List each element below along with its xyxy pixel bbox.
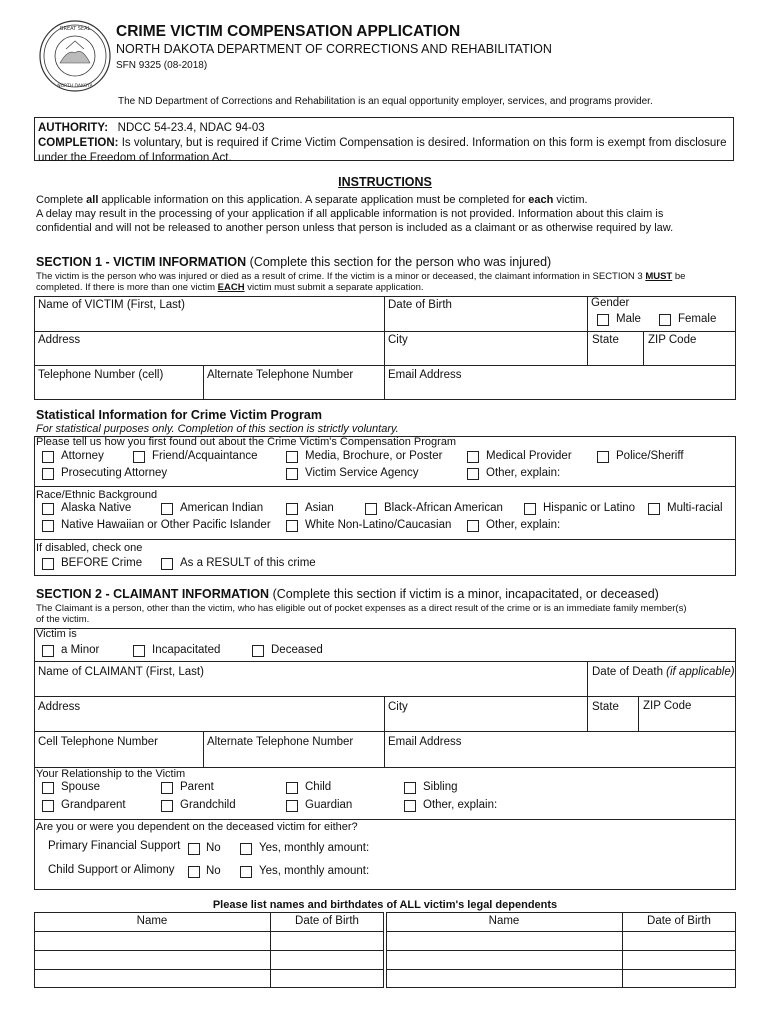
claimant-state-field[interactable]: State — [592, 701, 619, 713]
victim-name-field[interactable]: Name of VICTIM (First, Last) — [38, 299, 185, 311]
dep-dob-header-left: Date of Birth — [295, 915, 359, 927]
disabled-before-checkbox[interactable] — [42, 558, 54, 570]
race-multiracial-label: Multi-racial — [667, 502, 723, 514]
source-media-checkbox[interactable] — [286, 451, 298, 463]
source-medical-label: Medical Provider — [486, 450, 572, 462]
race-question: Race/Ethnic Background — [36, 489, 158, 501]
relationship-question: Your Relationship to the Victim — [36, 768, 186, 780]
race-white-checkbox[interactable] — [286, 520, 298, 532]
race-white-label: White Non-Latino/Caucasian — [305, 519, 452, 531]
source-media-label: Media, Brochure, or Poster — [305, 450, 443, 462]
rel-parent-checkbox[interactable] — [161, 782, 173, 794]
gender-male-label: Male — [616, 313, 641, 325]
child-support-label: Child Support or Alimony — [48, 864, 175, 876]
dependents-heading: Please list names and birthdates of ALL victim's legal dependents — [212, 899, 558, 911]
form-title: CRIME VICTIM COMPENSATION APPLICATION — [116, 23, 461, 40]
financial-support-label: Primary Financial Support — [48, 840, 181, 852]
financial-yes-label: Yes, monthly amount: — [259, 842, 370, 854]
instructions-heading: INSTRUCTIONS — [338, 175, 432, 189]
rel-spouse-label: Spouse — [61, 781, 101, 793]
source-police-checkbox[interactable] — [597, 451, 609, 463]
claimant-city-field[interactable]: City — [388, 701, 408, 713]
victim-incapacitated-label: Incapacitated — [152, 644, 221, 656]
source-question: Please tell us how you first found out about the Crime Victim's Compensation Program — [36, 436, 457, 448]
rel-spouse-checkbox[interactable] — [42, 782, 54, 794]
race-asian-checkbox[interactable] — [286, 503, 298, 515]
race-black-label: Black-African American — [384, 502, 503, 514]
dependent-question: Are you or were you dependent on the deceased victim for either? — [36, 821, 358, 833]
section2-note: The Claimant is a person, other than the victim, who has eligible out of pocket expenses as a direct result of the crime or is an immediate family member(s) of the victim. — [36, 603, 687, 625]
source-medical-checkbox[interactable] — [467, 451, 479, 463]
rel-grandparent-checkbox[interactable] — [42, 800, 54, 812]
race-american-indian-checkbox[interactable] — [161, 503, 173, 515]
rel-parent-label: Parent — [180, 781, 214, 793]
victim-zip-field[interactable]: ZIP Code — [648, 334, 697, 346]
rel-grandparent-label: Grandparent — [61, 799, 126, 811]
claimant-email-field[interactable]: Email Address — [388, 736, 462, 748]
source-prosecuting-checkbox[interactable] — [42, 468, 54, 480]
claimant-address-field[interactable]: Address — [38, 701, 81, 713]
dep-dob-header-right: Date of Birth — [647, 915, 711, 927]
victim-phone-field[interactable]: Telephone Number (cell) — [38, 369, 164, 381]
rel-grandchild-label: Grandchild — [180, 799, 236, 811]
race-asian-label: Asian — [305, 502, 334, 514]
svg-text:GREAT SEAL: GREAT SEAL — [59, 26, 91, 32]
child-support-yes-label: Yes, monthly amount: — [259, 865, 370, 877]
race-alaska-label: Alaska Native — [61, 502, 132, 514]
rel-sibling-label: Sibling — [423, 781, 458, 793]
stats-note: For statistical purposes only. Completion of this section is strictly voluntary. — [36, 423, 399, 435]
victim-city-field[interactable]: City — [388, 334, 408, 346]
gender-label: Gender — [591, 297, 630, 309]
victim-minor-checkbox[interactable] — [42, 645, 54, 657]
rel-child-checkbox[interactable] — [286, 782, 298, 794]
source-police-label: Police/Sheriff — [616, 450, 684, 462]
race-other-label: Other, explain: — [486, 519, 561, 531]
victim-info-table — [34, 296, 736, 400]
form-number: SFN 9325 (08-2018) — [116, 60, 208, 71]
financial-yes-checkbox[interactable] — [240, 843, 252, 855]
victim-incapacitated-checkbox[interactable] — [133, 645, 145, 657]
claimant-zip-field[interactable]: ZIP Code — [643, 700, 692, 712]
rel-guardian-label: Guardian — [305, 799, 353, 811]
child-support-no-checkbox[interactable] — [188, 866, 200, 878]
source-attorney-checkbox[interactable] — [42, 451, 54, 463]
dep-name-header-left: Name — [136, 915, 168, 927]
source-other-checkbox[interactable] — [467, 468, 479, 480]
rel-grandchild-checkbox[interactable] — [161, 800, 173, 812]
rel-other-label: Other, explain: — [423, 799, 498, 811]
rel-guardian-checkbox[interactable] — [286, 800, 298, 812]
stats-heading: Statistical Information for Crime Victim Program — [36, 408, 322, 422]
source-attorney-label: Attorney — [61, 450, 104, 462]
section1-note: The victim is the person who was injured or died as a result of crime. If the victim is a minor or deceased, the claimant information in SECTION 3 MUST be completed. If there is more than one victim EACH victim must submit a separate application. — [36, 271, 686, 293]
race-hawaiian-label: Native Hawaiian or Other Pacific Islander — [61, 519, 271, 531]
source-victim-service-checkbox[interactable] — [286, 468, 298, 480]
race-hispanic-checkbox[interactable] — [524, 503, 536, 515]
rel-sibling-checkbox[interactable] — [404, 782, 416, 794]
victim-minor-label: a Minor — [61, 644, 100, 656]
victim-is-label: Victim is — [36, 628, 77, 640]
race-other-checkbox[interactable] — [467, 520, 479, 532]
race-hawaiian-checkbox[interactable] — [42, 520, 54, 532]
authority-box: AUTHORITY: NDCC 54-23.4, NDAC 94-03 COMPLETION: Is voluntary, but is required if Crime Victim Compensation is desired. Information on this form is exempt from disclosure under the Freedom of Information Act. — [34, 117, 734, 161]
child-support-yes-checkbox[interactable] — [240, 866, 252, 878]
disabled-result-checkbox[interactable] — [161, 558, 173, 570]
claimant-alt-phone-field[interactable]: Alternate Telephone Number — [207, 736, 354, 748]
source-prosecuting-label: Prosecuting Attorney — [61, 467, 168, 479]
victim-alt-phone-field[interactable]: Alternate Telephone Number — [207, 369, 354, 381]
victim-dob-field[interactable]: Date of Birth — [388, 299, 452, 311]
dep-name-header-right: Name — [488, 915, 520, 927]
victim-email-field[interactable]: Email Address — [388, 369, 462, 381]
source-victim-service-label: Victim Service Agency — [305, 467, 419, 479]
instructions-text: Complete all applicable information on this application. A separate application must be completed for each victim. A delay may result in the processing of your application if all applicable information is not provided. Information about this claim is confidential and will not be released to another person unless that person is included as a claimant or as otherwise required by law. — [36, 194, 674, 234]
race-multiracial-checkbox[interactable] — [648, 503, 660, 515]
gender-female-label: Female — [678, 313, 717, 325]
gender-female-checkbox[interactable] — [659, 314, 671, 326]
date-of-death-field[interactable]: Date of Death (if applicable) — [592, 666, 735, 678]
claimant-cell-field[interactable]: Cell Telephone Number — [38, 736, 158, 748]
victim-address-field[interactable]: Address — [38, 334, 81, 346]
race-american-indian-label: American Indian — [180, 502, 264, 514]
rel-other-checkbox[interactable] — [404, 800, 416, 812]
section2-heading: SECTION 2 - CLAIMANT INFORMATION (Complete this section if victim is a minor, incapacitated, or deceased) — [36, 587, 659, 601]
victim-state-field[interactable]: State — [592, 334, 619, 346]
eeo-statement: The ND Department of Corrections and Rehabilitation is an equal opportunity employer, services, and programs provider. — [118, 96, 653, 107]
disabled-before-label: BEFORE Crime — [61, 557, 143, 569]
source-other-label: Other, explain: — [486, 467, 561, 479]
rel-child-label: Child — [305, 781, 332, 793]
victim-deceased-checkbox[interactable] — [252, 645, 264, 657]
source-friend-checkbox[interactable] — [133, 451, 145, 463]
child-support-no-label: No — [206, 865, 221, 877]
department-name: NORTH DAKOTA DEPARTMENT OF CORRECTIONS AND REHABILITATION — [116, 42, 552, 56]
race-black-checkbox[interactable] — [365, 503, 377, 515]
victim-deceased-label: Deceased — [271, 644, 323, 656]
race-alaska-checkbox[interactable] — [42, 503, 54, 515]
race-hispanic-label: Hispanic or Latino — [543, 502, 636, 514]
state-seal-icon — [38, 19, 112, 93]
svg-text:NORTH DAKOTA: NORTH DAKOTA — [57, 84, 93, 89]
disabled-result-label: As a RESULT of this crime — [180, 557, 316, 569]
disabled-question: If disabled, check one — [36, 542, 143, 554]
source-friend-label: Friend/Acquaintance — [152, 450, 258, 462]
financial-no-label: No — [206, 842, 221, 854]
gender-male-checkbox[interactable] — [597, 314, 609, 326]
financial-no-checkbox[interactable] — [188, 843, 200, 855]
section1-heading: SECTION 1 - VICTIM INFORMATION (Complete this section for the person who was injured) — [36, 255, 552, 269]
claimant-name-field[interactable]: Name of CLAIMANT (First, Last) — [38, 666, 204, 678]
